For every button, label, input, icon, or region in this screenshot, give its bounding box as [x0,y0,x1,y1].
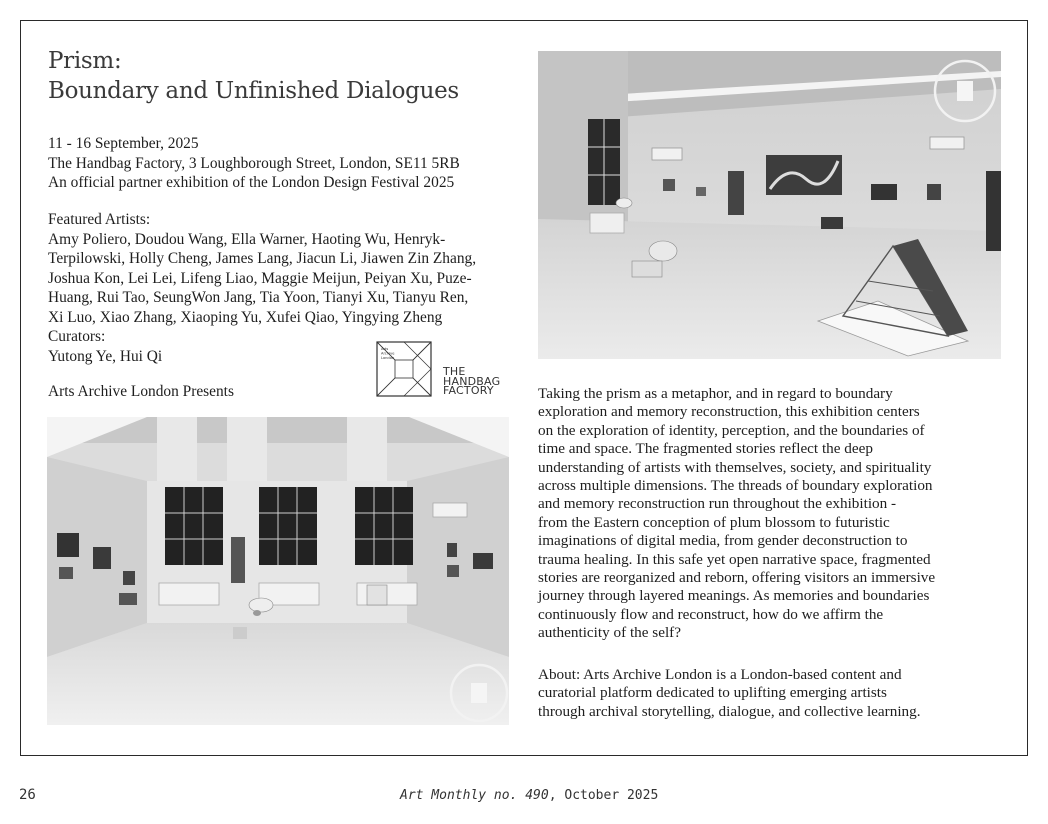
publication-name: Art Monthly no. 490 [400,788,549,803]
statement-line: continuously flow and reconstruct, how do we affirm the [538,605,884,623]
about-line: through archival storytelling, dialogue, and collective learning. [538,702,921,720]
page-number: 26 [19,787,36,803]
artists-line: Joshua Kon, Lei Lei, Lifeng Liao, Maggie Meijun, Peiyan Xu, Puze- [48,269,472,287]
artists-line: Amy Poliero, Doudou Wang, Ella Warner, Haoting Wu, Henryk- [48,230,446,248]
statement-line: stories are reorganized and reborn, offering visitors an immersive [538,569,936,587]
publication-footer [400,788,658,803]
gallery-photo-windows [47,417,509,725]
statement-line: journey through layered meanings. As memories and boundaries [538,587,930,605]
statement-line: across multiple dimensions. The threads of boundary exploration [538,477,933,495]
statement-line: exploration and memory reconstruction, this exhibition centers [538,403,920,421]
curators-names: Yutong Ye, Hui Qi [48,347,163,365]
exhibition-venue: The Handbag Factory, 3 Loughborough Street, London, SE11 5RB [48,154,460,172]
statement-line: from the Eastern conception of plum blossom to futuristic [538,513,890,531]
curators-heading: Curators: [48,328,106,345]
statement-line: trauma healing. In this safe yet open narrative space, fragmented [538,550,931,568]
statement-line: understanding of artists with themselves, society, and spirituality [538,458,932,476]
statement-line: time and space. The fragmented stories reflect the deep [538,440,873,458]
presenter-line: Arts Archive London Presents [48,383,234,400]
about-line: About: Arts Archive London is a London-based content and [538,666,902,683]
exhibition-title [48,46,459,106]
logo-word: HANDBAG [443,374,501,388]
logo-word: THE [443,365,466,378]
statement-line: and memory reconstruction run throughout the exhibition - [538,495,897,513]
artists-line: Huang, Rui Tao, SeungWon Jang, Tia Yoon, Tianyi Xu, Tianyu Ren, [48,289,469,306]
about-section [538,666,921,721]
handbag-factory-logo [443,365,501,397]
arts-archive-logo-icon [376,341,432,397]
logo-word: FACTORY [443,384,494,397]
exhibition-info [48,134,460,193]
artists-heading: Featured Artists: [48,211,151,228]
artists-line: Xi Luo, Xiao Zhang, Xiaoping Yu, Xufei Qiao, Yingying Zheng [48,308,443,326]
artists-line: Terpilowski, Holly Cheng, James Lang, Jiacun Li, Jiawen Zin Zhang, [48,250,477,267]
statement-line: imaginations of digital media, from gender deconstruction to [538,532,908,550]
about-line: curatorial platform dedicated to uplifting emerging artists [538,684,887,702]
title-line-1: Prism: [48,48,122,74]
partner-note: An official partner exhibition of the London Design Festival 2025 [48,174,455,191]
logo-text-arts: Arts [381,347,389,351]
arts-archive-logo [376,341,432,397]
exhibition-dates: 11 - 16 September, 2025 [48,135,199,152]
exhibition-statement [538,385,1008,643]
title-line-2: Boundary and Unfinished Dialogues [48,78,459,104]
logo-text-archive: Archive [381,351,395,356]
statement-line: authenticity of the self? [538,624,681,642]
gallery-photo-wide [538,51,1001,359]
logo-text-london: London [381,356,395,360]
statement-line: Taking the prism as a metaphor, and in regard to boundary [538,385,893,402]
statement-line: on the exploration of identity, perception, and the boundaries of [538,421,925,439]
publication-date: , October 2025 [548,788,659,803]
